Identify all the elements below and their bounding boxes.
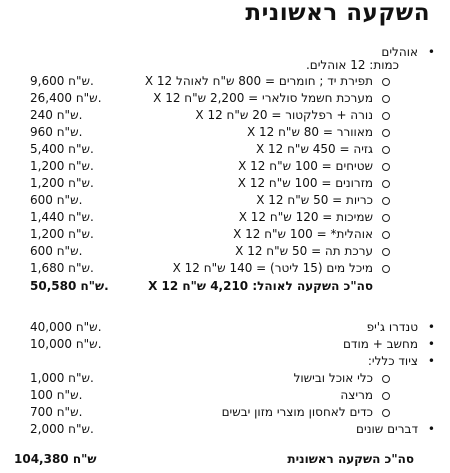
- list-item-price: 9,600 ש"ח.: [30, 74, 94, 88]
- circle-bullet-icon: [382, 375, 390, 383]
- circle-bullet-icon: [382, 231, 390, 239]
- list-item-text: מריצה: [340, 388, 373, 402]
- bullet-icon: •: [427, 422, 435, 436]
- circle-bullet-icon: [382, 112, 390, 120]
- circle-bullet-icon: [382, 95, 390, 103]
- item-vehicle-price: 40,000 ש"ח.: [30, 320, 102, 334]
- list-item-text: כריות = 50 ש"ח X 12: [256, 193, 373, 207]
- list-item-text: נורה + רפלקטור = 20 ש"ח X 12: [195, 108, 373, 122]
- circle-bullet-icon: [382, 392, 390, 400]
- list-item-price: 1,200 ש"ח.: [30, 227, 94, 241]
- circle-bullet-icon: [382, 146, 390, 154]
- list-item-text: כלי אוכל ובישול: [293, 371, 373, 385]
- list-item-text: שמיכות = 120 ש"ח X 12: [238, 210, 373, 224]
- list-item-price: 600 ש"ח.: [30, 244, 83, 258]
- list-item-text: מיכל מים (15 ליטר) = 140 ש"ח X 12: [172, 261, 373, 275]
- section-label-general: ציוד כללי:: [367, 354, 418, 368]
- list-item-price: 700 ש"ח.: [30, 405, 83, 419]
- list-item-text: מערכת חשמל סולארי = 2,200 ש"ח X 12: [153, 91, 373, 105]
- item-misc: דברים שונים: [356, 422, 418, 436]
- list-item-text: אוהלית* = 100 ש"ח X 12: [233, 227, 373, 241]
- circle-bullet-icon: [382, 409, 390, 417]
- circle-bullet-icon: [382, 248, 390, 256]
- tents-total-label: סה"כ השקעה לאוהל: 4,210 ש"ח X 12: [148, 279, 373, 293]
- list-item-text: תפירת יד ; חומרים = 800 ש"ח לאוהל X 12: [144, 74, 373, 88]
- bullet-icon: •: [427, 320, 435, 334]
- circle-bullet-icon: [382, 214, 390, 222]
- list-item-text: מאוורר = 80 ש"ח X 12: [246, 125, 373, 139]
- circle-bullet-icon: [382, 197, 390, 205]
- list-item-text: שטיחים = 100 ש"ח X 12: [238, 159, 373, 173]
- circle-bullet-icon: [382, 78, 390, 86]
- section-label-tents: אוהלים: [381, 45, 418, 59]
- list-item-text: מזרונים = 100 ש"ח X 12: [237, 176, 373, 190]
- item-computer: מחשב + מודם: [342, 337, 418, 351]
- item-vehicle: טנדרו ג'יפ: [366, 320, 418, 334]
- list-item-price: 26,400 ש"ח.: [30, 91, 102, 105]
- item-computer-price: 10,000 ש"ח.: [30, 337, 102, 351]
- list-item-price: 600 ש"ח.: [30, 193, 83, 207]
- list-item-price: 960 ש"ח.: [30, 125, 83, 139]
- circle-bullet-icon: [382, 265, 390, 273]
- bullet-icon: •: [427, 337, 435, 351]
- circle-bullet-icon: [382, 163, 390, 171]
- list-item-text: גזיה = 450 ש"ח X 12: [255, 142, 373, 156]
- list-item-price: 5,400 ש"ח.: [30, 142, 94, 156]
- section-subtitle: כמות: 12 אוהלים.: [305, 58, 399, 72]
- list-item-price: 1,000 ש"ח.: [30, 371, 94, 385]
- circle-bullet-icon: [382, 129, 390, 137]
- circle-bullet-icon: [382, 180, 390, 188]
- grand-total-price: 104,380 ש"ח: [14, 452, 97, 466]
- list-item-price: 1,200 ש"ח.: [30, 159, 94, 173]
- list-item-price: 1,200 ש"ח.: [30, 176, 94, 190]
- bullet-icon: •: [427, 354, 435, 368]
- list-item-text: כדים לאחסון מוצרי מזון יבשים: [221, 405, 373, 419]
- list-item-price: 240 ש"ח.: [30, 108, 83, 122]
- list-item-price: 100 ש"ח.: [30, 388, 83, 402]
- item-misc-price: 2,000 ש"ח.: [30, 422, 94, 436]
- page-title: השקעה ראשונית: [245, 0, 430, 26]
- list-item-text: ערכת תה = 50 ש"ח X 12: [235, 244, 373, 258]
- list-item-price: 1,680 ש"ח.: [30, 261, 94, 275]
- grand-total-label: סה"כ השקעה ראשונית: [287, 452, 414, 466]
- bullet-icon: •: [427, 45, 435, 59]
- list-item-price: 1,440 ש"ח.: [30, 210, 94, 224]
- tents-total-price: 50,580 ש"ח.: [30, 279, 109, 293]
